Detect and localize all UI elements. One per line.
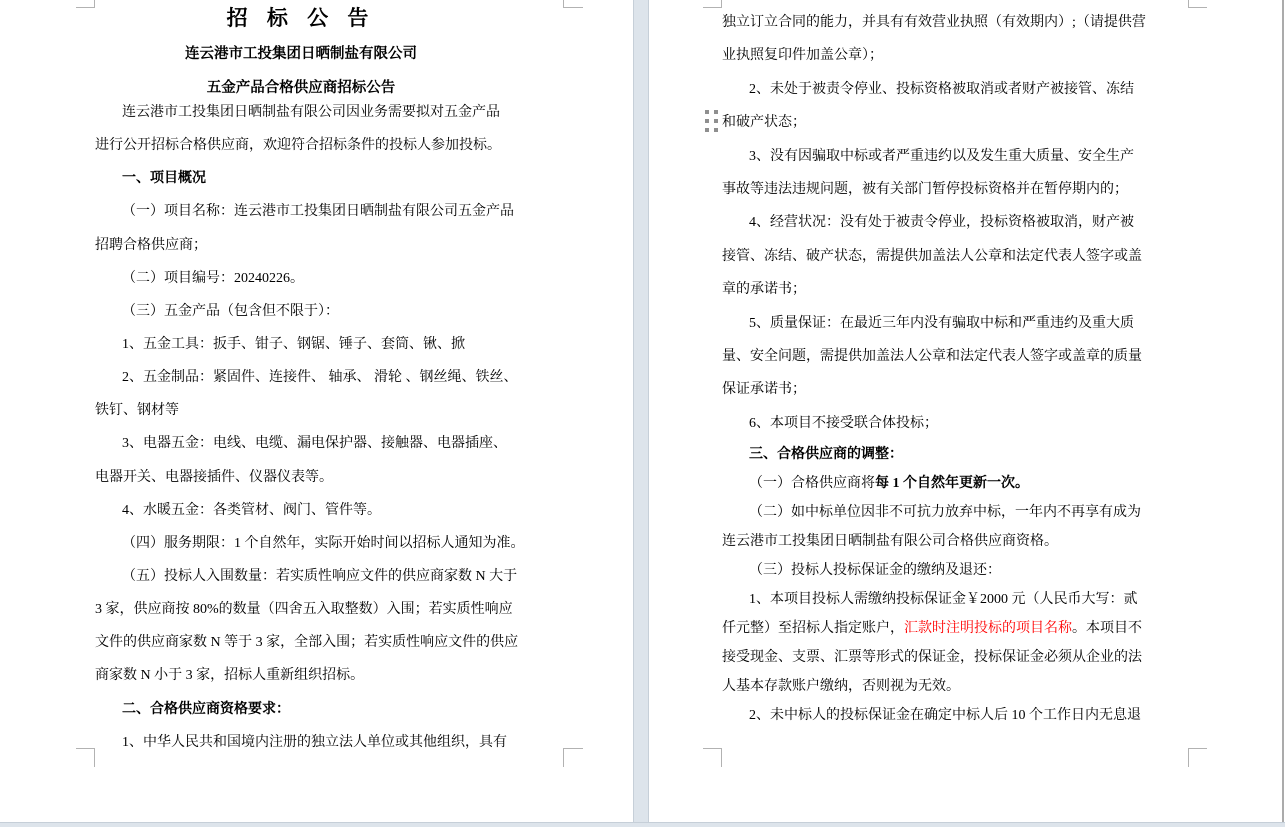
text-line [95, 693, 573, 726]
text-line [95, 96, 573, 129]
text-line [95, 361, 573, 394]
text-run: 连云港市工投集团日晒制盐有限公司因业务需要拟对五金产品 [122, 105, 500, 120]
page2-body-text-lower [722, 440, 1194, 730]
text-line [95, 427, 573, 460]
text-line [722, 527, 1194, 556]
paragraph-drag-handle-icon[interactable] [705, 110, 718, 132]
text-run: 1、本项目投标人需缴纳投标保证金￥2000 元（人民币大写：贰 [749, 592, 1138, 607]
text-line [722, 73, 1194, 106]
window-edge [1282, 0, 1284, 822]
page-gap-strip [633, 0, 649, 822]
text-run: （三）投标人投标保证金的缴纳及退还： [749, 563, 1001, 578]
text-run: 5、质量保证：在最近三年内没有骗取中标和严重违约及重大质 [749, 315, 1134, 331]
text-run: 文件的供应商家数 N 等于 3 家，全部入围；若实质性响应文件的供应 [95, 635, 519, 651]
text-run: 独立订立合同的能力，并具有有效营业执照（有效期内）;（请提供营 [722, 15, 1146, 30]
text-run: 人基本存款账户缴纳，否则视为无效。 [722, 679, 960, 694]
text-run: （二）项目编号：20240226。 [122, 270, 304, 286]
text-line [722, 307, 1194, 340]
text-run: 接管、冻结、破产状态，需提供加盖法人公章和法定代表人签字或盖 [722, 248, 1142, 264]
text-run: 仟元整）至招标人指定账户， [722, 621, 904, 636]
workspace-bottom-strip [0, 822, 1285, 827]
text-run: 3、电器五金：电线、电缆、漏电保护器、接触器、电器插座、 [122, 436, 507, 452]
text-line [95, 659, 573, 692]
page1-body-text [95, 96, 573, 759]
text-line [95, 461, 573, 494]
text-run: （三）五金产品（包含但不限于）： [122, 303, 339, 319]
text-run: 业执照复印件加盖公章）； [722, 48, 883, 64]
text-line [722, 373, 1194, 406]
text-line [722, 556, 1194, 585]
text-run: 进行公开招标合格供应商，欢迎符合招标条件的投标人参加投标。 [95, 138, 501, 154]
text-run: 4、经营状况：没有处于被责令停业，投标资格被取消，财产被 [749, 215, 1134, 231]
text-run: （四）服务期限：1 个自然年，实际开始时间以招标人通知为准。 [122, 535, 525, 551]
text-line [722, 273, 1194, 306]
text-line [722, 469, 1194, 498]
text-run: （五）投标人入围数量：若实质性响应文件的供应商家数 N 大于 [122, 568, 518, 584]
text-run: 3 家，供应商按 80%的数量（四舍五入取整数）入围；若实质性响应 [95, 602, 513, 618]
text-line [95, 394, 573, 427]
text-run: 一、项目概况 [122, 171, 206, 187]
text-line [95, 626, 573, 659]
crop-mark-page1-bottom-left [76, 748, 95, 767]
text-run: 三、合格供应商的调整： [749, 447, 903, 462]
text-line [722, 173, 1194, 206]
text-line [95, 593, 573, 626]
text-run: 接受现金、支票、汇票等形式的保证金，投标保证金必须从企业的法 [722, 650, 1142, 665]
text-run: 事故等违法违规问题，被有关部门暂停投标资格并在暂停期内的； [722, 181, 1128, 197]
text-run: 每 1 个自然年更新一次。 [875, 476, 1029, 491]
crop-mark-page2-top-right [1188, 0, 1207, 8]
text-line [95, 162, 573, 195]
highlighted-red-text: 汇款时注明投标的项目名称 [904, 621, 1072, 636]
text-line [95, 129, 573, 162]
crop-mark-page1-bottom-right [563, 748, 583, 767]
text-line [95, 560, 573, 593]
text-line [722, 206, 1194, 239]
text-line [95, 726, 573, 759]
crop-mark-page2-bottom-left [703, 748, 722, 767]
text-line [95, 494, 573, 527]
text-run: 4、水暖五金：各类管材、阀门、管件等。 [122, 502, 381, 518]
text-run: 电器开关、电器接插件、仪器仪表等。 [95, 469, 333, 485]
text-run: 2、五金制品：紧固件、连接件、 轴承、 滑轮 、钢丝绳、铁丝、 [122, 370, 518, 386]
text-run: （一）项目名称：连云港市工投集团日晒制盐有限公司五金产品 [122, 204, 514, 220]
document-subtitle-announcement: 五金产品合格供应商招标公告 [206, 80, 396, 96]
text-line [95, 229, 573, 262]
text-line [95, 262, 573, 295]
text-line [722, 498, 1194, 527]
text-run: 二、合格供应商资格要求： [122, 701, 290, 717]
text-line [722, 672, 1194, 701]
text-run: 招聘合格供应商； [95, 237, 207, 253]
text-run: 2、未处于被责令停业、投标资格被取消或者财产被接管、冻结 [749, 81, 1134, 97]
text-line [722, 240, 1194, 273]
text-run: （二）如中标单位因非不可抗力放弃中标，一年内不再享有成为 [749, 505, 1141, 520]
text-run: 6、本项目不接受联合体投标； [749, 415, 938, 431]
text-line [722, 585, 1194, 614]
text-run: 连云港市工投集团日晒制盐有限公司合格供应商资格。 [722, 534, 1058, 549]
text-line [722, 440, 1194, 469]
page2-body-text-upper [722, 6, 1194, 440]
text-run: 3、没有因骗取中标或者严重违约以及发生重大质量、安全生产 [749, 148, 1134, 164]
text-run: 1、五金工具：扳手、钳子、钢锯、锤子、套筒、锹、掀 [122, 336, 465, 352]
document-subtitle-company: 连云港市工投集团日晒制盐有限公司 [185, 46, 417, 62]
text-run: （一）合格供应商将 [749, 476, 875, 491]
text-line [722, 140, 1194, 173]
text-line [95, 527, 573, 560]
text-line [722, 340, 1194, 373]
text-line [722, 39, 1194, 72]
text-run: 1、中华人民共和国境内注册的独立法人单位或其他组织，具有 [122, 734, 507, 750]
text-line [95, 328, 573, 361]
text-run: 保证承诺书； [722, 382, 806, 398]
text-line [722, 701, 1194, 730]
document-page-2 [649, 0, 1282, 822]
text-line [722, 643, 1194, 672]
text-line [722, 614, 1194, 643]
text-run: 商家数 N 小于 3 家，招标人重新组织招标。 [95, 668, 365, 684]
text-line [95, 295, 573, 328]
text-run: 2、未中标人的投标保证金在确定中标人后 10 个工作日内无息退 [749, 708, 1141, 723]
text-line [95, 195, 573, 228]
text-line [722, 6, 1194, 39]
crop-mark-page1-top-left [76, 0, 95, 8]
text-run: 铁钉、钢材等 [95, 403, 179, 419]
crop-mark-page1-top-right [563, 0, 583, 8]
text-run: 章的承诺书； [722, 282, 806, 298]
text-run: 量、安全问题，需提供加盖法人公章和法定代表人签字或盖章的质量 [722, 348, 1142, 364]
text-line [722, 106, 1194, 139]
document-title: 招 标 公 告 [226, 6, 376, 30]
crop-mark-page2-top-left [703, 0, 722, 8]
crop-mark-page2-bottom-right [1188, 748, 1207, 767]
text-run: 和破产状态； [722, 115, 806, 131]
text-run: 。本项目不 [1072, 621, 1142, 636]
document-page-1 [0, 0, 633, 822]
text-line [722, 407, 1194, 440]
